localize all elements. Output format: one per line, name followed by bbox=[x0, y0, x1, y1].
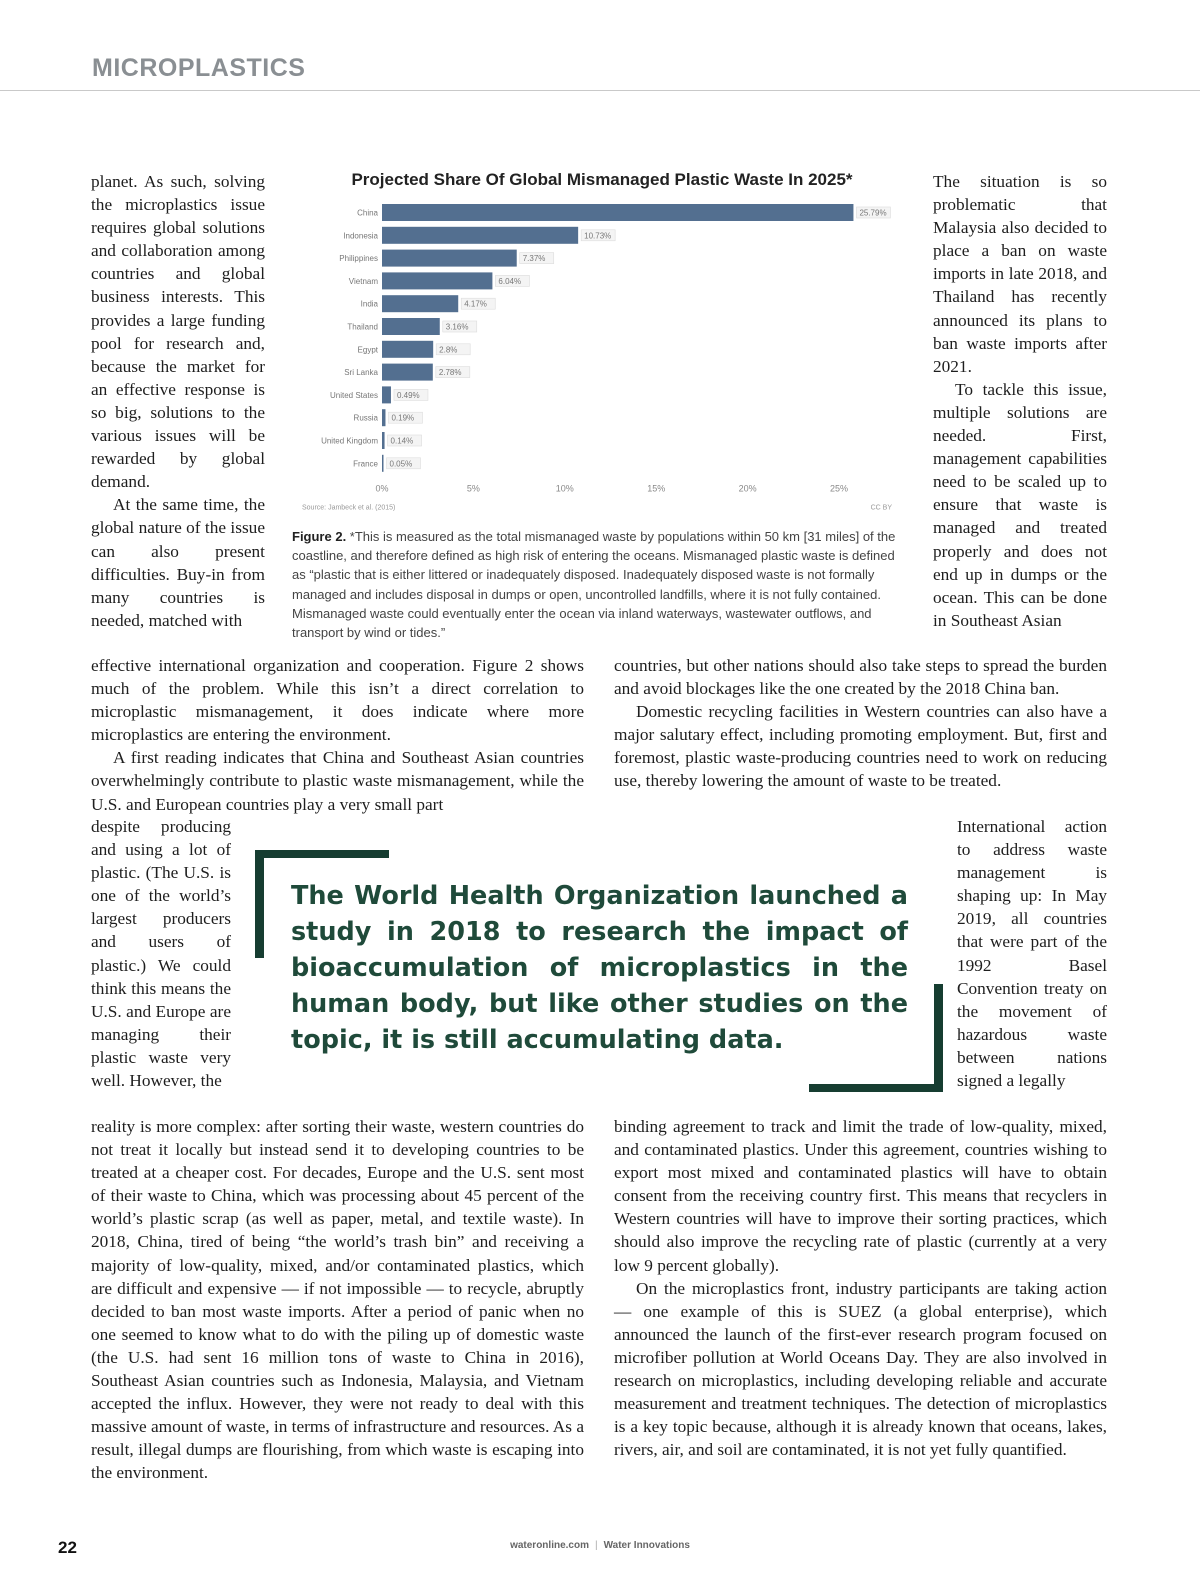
paragraph: Domestic recycling facilities in Western countries can also have a major salutary effect, including promoting employment. But, first and foremost, plastic waste-producing countries need to work on reducing use, thereby lowering the amount of waste to be treated. bbox=[614, 702, 1107, 791]
quote-bracket-right-vertical bbox=[934, 984, 943, 1092]
bar bbox=[382, 227, 578, 244]
paragraph: A first reading indicates that China and Southeast Asian countries overwhelmingly contribute to plastic waste mismanagement, while the U.S. and European countries play a very small part bbox=[91, 748, 584, 814]
bar bbox=[382, 409, 385, 426]
caption-text: *This is measured as the total mismanaged waste by populations within 50 km [31 miles] of the coastline, and therefore defined as high risk of entering the oceans. Mismanaged plastic waste is defined as “plastic that is either littered or inadequately disposed. Inadequately disposed waste is not formally managed and includes disposal in dumps or open, uncontrolled landfills, where it is not fully contained. Mismanaged waste could eventually enter the ocean via inland waterways, wastewater outflows, and transport by wind or tides.” bbox=[292, 529, 896, 641]
value-label: 0.49% bbox=[396, 390, 420, 400]
category-label: United States bbox=[329, 390, 378, 400]
category-label: Vietnam bbox=[348, 276, 378, 286]
footer bbox=[0, 1540, 1200, 1551]
paragraph: The situation is so problematic that Malaysia also decided to place a ban on waste imports in late 2018, and Thailand has recently announced its plans to ban waste imports after 2021. bbox=[933, 172, 1107, 376]
bar bbox=[382, 250, 517, 267]
value-label: 7.37% bbox=[522, 254, 546, 264]
right-middle-column bbox=[614, 654, 1107, 793]
paragraph: binding agreement to track and limit the trade of low-quality, mixed, and contaminated plastics. Under this agreement, countries wishing to export most mixed and contaminated plastics will have to obtain consent from the receiving country first. This means that recyclers in Western countries will have to improve their sorting practices, which should also improve the recycling rate of plastic (currently at a very low 9 percent globally). bbox=[614, 1117, 1107, 1275]
chart-license: CC BY bbox=[870, 504, 892, 512]
value-label: 0.05% bbox=[389, 459, 413, 469]
paragraph: On the microplastics front, industry participants are taking action — one example of this is SUEZ (a global enterprise), which announced the launch of the first-ever research program focused on microfiber pollution at World Oceans Day. They are also involved in research on microplastics, including developing reliable and accurate measurement and treatment techniques. The detection of microplastics is a key topic because, although it is already known that oceans, lakes, rivers, air, and soil are contaminated, it is not yet fully quantified. bbox=[614, 1278, 1107, 1460]
quote-bracket-left-vertical bbox=[255, 850, 264, 958]
right-narrow-column bbox=[957, 815, 1107, 1092]
bar-chart bbox=[292, 194, 908, 518]
value-label: 2.8% bbox=[439, 345, 458, 355]
x-tick-label: 20% bbox=[738, 483, 757, 494]
category-label: Sri Lanka bbox=[344, 368, 378, 378]
x-tick-label: 25% bbox=[829, 483, 849, 494]
value-label: 0.14% bbox=[390, 436, 414, 446]
paragraph: reality is more complex: after sorting their waste, western countries do not treat it locally but instead send it to developing countries to be treated at a cheaper cost. For decades, Europe and the U.S. sent most of their waste to China, which was processing about 45 percent of the world’s plastic scrap (as well as paper, metal, and textile waste). In 2018, China, tired of being “the world’s trash bin” and receiving a majority of low-quality, mixed, and/or contaminated plastics, which are difficult and expensive — if not impossible — to recycle, abruptly decided to ban most waste imports. After a period of panic when no one seemed to know what to do with the piling up of domestic waste (the U.S. had sent 16 million tons of waste to China in 2016), Southeast Asian countries such as Indonesia, Malaysia, and Vietnam accepted the influx. However, they were not ready to deal with this massive amount of waste, in terms of infrastructure and resources. As a result, illegal dumps are flourishing, from which waste is escaping into the environment. bbox=[91, 1117, 584, 1483]
pull-quote: The World Health Organization launched a study in 2018 to research the impact of bioaccumulation of microplastics in the human body, but like other studies on the topic, it is still accumulating data. bbox=[291, 881, 908, 1055]
bar bbox=[382, 272, 492, 289]
quote-bracket-left-horizontal bbox=[255, 850, 389, 858]
bar bbox=[382, 318, 440, 335]
left-narrow-column bbox=[91, 815, 231, 1092]
value-label: 4.17% bbox=[464, 299, 487, 309]
value-label: 2.78% bbox=[438, 368, 462, 378]
bar bbox=[382, 341, 433, 358]
value-label: 6.04% bbox=[498, 276, 522, 286]
footer-publication: Water Innovations bbox=[603, 1540, 690, 1551]
category-label: Philippines bbox=[339, 254, 378, 264]
category-label: China bbox=[357, 208, 378, 218]
left-middle-column bbox=[91, 654, 584, 816]
section-title: MICROPLASTICS bbox=[92, 54, 306, 82]
footer-site-link[interactable]: wateronline.com bbox=[510, 1540, 589, 1551]
value-label: 3.16% bbox=[445, 322, 469, 332]
bar bbox=[382, 432, 385, 449]
category-label: United Kingdom bbox=[321, 436, 378, 446]
paragraph: To tackle this issue, multiple solutions are needed. First, management capabilities need to be scaled up to ensure that waste is managed and treated properly and does not end up in dumps or the ocean. This can be done in Southeast Asian bbox=[933, 379, 1107, 630]
x-tick-label: 0% bbox=[375, 483, 389, 494]
bar bbox=[382, 295, 458, 312]
category-label: India bbox=[360, 299, 378, 309]
category-label: Russia bbox=[353, 413, 378, 423]
value-label: 10.73% bbox=[584, 231, 612, 241]
figure-label: Figure 2. bbox=[292, 529, 347, 544]
value-label: 0.19% bbox=[391, 413, 415, 423]
figure-caption bbox=[292, 527, 908, 642]
paragraph: planet. As such, solving the microplastics issue requires global solutions and collaboration among countries and global business interests. This provides a large funding pool for research and, because the market for an effective response is so big, solutions to the various issues will be rewarded by global demand. bbox=[91, 172, 265, 492]
paragraph: countries, but other nations should also take steps to spread the burden and avoid blockages like the one created by the 2018 China ban. bbox=[614, 656, 1107, 699]
paragraph: effective international organization and cooperation. Figure 2 shows much of the problem. While this isn’t a direct correlation to microplastic mismanagement, it does indicate where more microplastics are entering the environment. bbox=[91, 656, 584, 745]
footer-separator: | bbox=[594, 1540, 598, 1551]
right-top-column bbox=[933, 170, 1107, 632]
paragraph: International action to address waste management is shaping up: In May 2019, all countries that were part of the 1992 Basel Convention treaty on the movement of hazardous waste between nations signed a legally bbox=[957, 817, 1107, 1091]
quote-bracket-right-horizontal bbox=[809, 1084, 943, 1092]
page-number: 22 bbox=[58, 1538, 77, 1557]
paragraph: At the same time, the global nature of the issue can also present difficulties. Buy-in from many countries is needed, matched with bbox=[91, 495, 265, 630]
x-tick-label: 10% bbox=[555, 483, 574, 494]
bar bbox=[382, 364, 433, 381]
left-top-column bbox=[91, 170, 265, 632]
x-tick-label: 15% bbox=[647, 483, 666, 494]
chart-source: Source: Jambeck et al. (2015) bbox=[302, 504, 396, 512]
bar bbox=[382, 204, 853, 221]
left-bottom-column bbox=[91, 1115, 584, 1485]
bar bbox=[382, 455, 384, 472]
bar bbox=[382, 386, 391, 403]
paragraph: despite producing and using a lot of plastic. (The U.S. is one of the world’s largest producers and users of plastic.) We could think this means the U.S. and Europe are managing their plastic waste very well. However, the bbox=[91, 817, 231, 1091]
chart-title: Projected Share Of Global Mismanaged Plastic Waste In 2025* bbox=[351, 170, 853, 189]
category-label: Thailand bbox=[347, 322, 378, 332]
header-divider bbox=[0, 90, 1200, 91]
category-label: Indonesia bbox=[343, 231, 378, 241]
value-label: 25.79% bbox=[859, 208, 887, 218]
category-label: Egypt bbox=[357, 345, 378, 355]
x-tick-label: 5% bbox=[466, 483, 480, 494]
category-label: France bbox=[353, 459, 378, 469]
right-bottom-column bbox=[614, 1115, 1107, 1461]
